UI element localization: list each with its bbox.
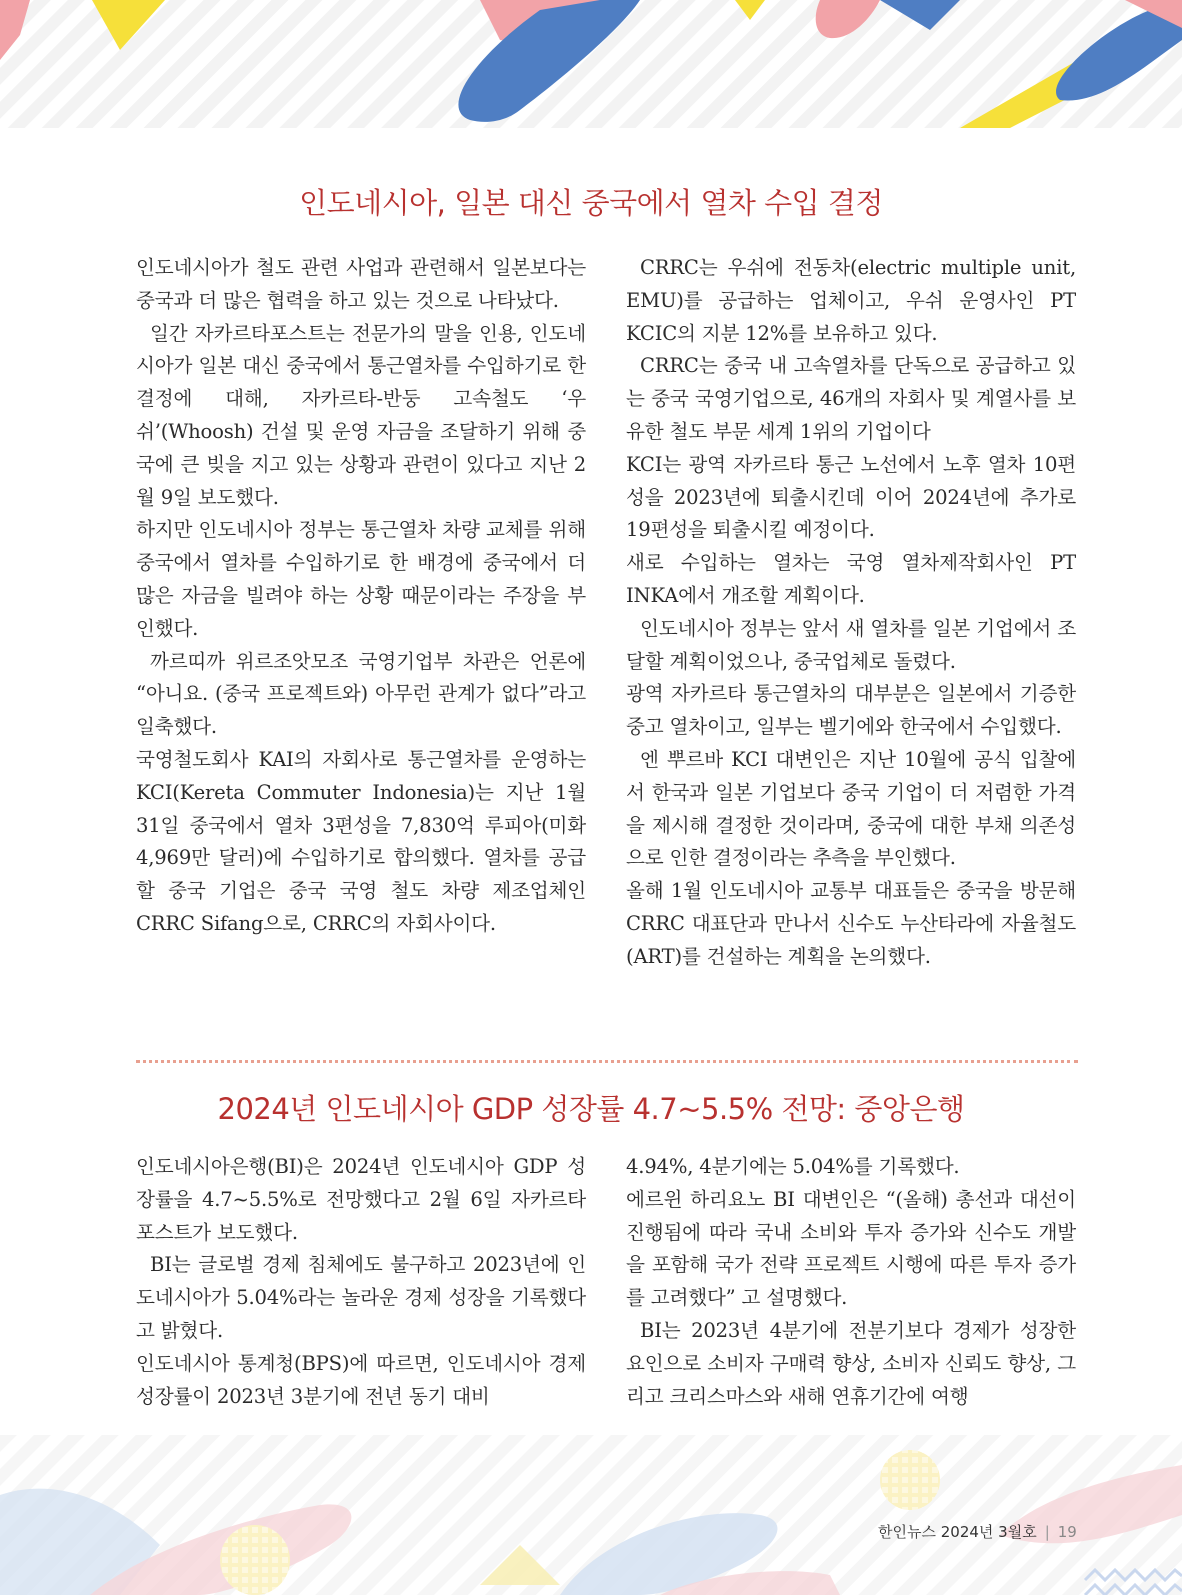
paragraph: 국영철도회사 KAI의 자회사로 통근열차를 운영하는 KCI(Kereta Commuter Indonesia)는 지난 1월 31일 중국에서 열차 3편성을 7,830억 루피아(미화 4,969만 달러)에 수입하기로 합의했다. 열차를 공급할 중국 기업은 중국 국영 철도 차량 제조업체인 CRRC Sifang으로, CRRC의 자회사이다. — [136, 747, 586, 935]
paragraph: 인도네시아 정부는 앞서 새 열차를 일본 기업에서 조달할 계획이었으나, 중국업체로 돌렸다. — [626, 616, 1076, 673]
paragraph: 엔 뿌르바 KCI 대변인은 지난 10월에 공식 입찰에서 한국과 일본 기업보다 중국 기업이 더 저렴한 가격을 제시해 결정한 것이라며, 중국에 대한 부채 의존성으로 인한 결정이라는 추측을 부인했다. — [626, 747, 1076, 870]
article1-right-column — [626, 252, 1076, 974]
article2-right-column — [626, 1151, 1076, 1413]
article1-left-column — [136, 252, 586, 941]
paragraph: CRRC는 우쉬에 전동차(electric multiple unit, EMU)를 공급하는 업체이고, 우쉬 운영사인 PT KCIC의 지분 12%를 보유하고 있다. — [626, 256, 1076, 345]
article1-title: 인도네시아, 일본 대신 중국에서 열차 수입 결정 — [299, 186, 883, 220]
paragraph: 올해 1월 인도네시아 교통부 대표들은 중국을 방문해 CRRC 대표단과 만나서 신수도 누산타라에 자율철도(ART)를 건설하는 계획을 논의했다. — [626, 879, 1076, 968]
paragraph: KCI는 광역 자카르타 통근 노선에서 노후 열차 10편성을 2023년에 퇴출시킨데 이어 2024년에 추가로 19편성을 퇴출시킬 예정이다. — [626, 452, 1076, 542]
bottom-decoration — [0, 1435, 1182, 1595]
paragraph: 하지만 인도네시아 정부는 통근열차 차량 교체를 위해 중국에서 열차를 수입하기로 한 배경에 중국에서 더 많은 자금을 빌려야 하는 상황 때문이라는 주장을 부인했다. — [136, 518, 586, 640]
article2-title: 2024년 인도네시아 GDP 성장률 4.7~5.5% 전망: 중앙은행 — [217, 1092, 965, 1126]
paragraph: 까르띠까 위르조앗모조 국영기업부 차관은 언론에 “아니요. (중국 프로젝트와) 아무런 관계가 없다”라고 일축했다. — [136, 649, 586, 739]
paragraph: 일간 자카르타포스트는 전문가의 말을 인용, 인도네시아가 일본 대신 중국에서 통근열차를 수입하기로 한 결정에 대해, 자카르타-반둥 고속철도 ‘우쉬’(Whoosh) 건설 및 운영 자금을 조달하기 위해 중국에 큰 빚을 지고 있는 상황과 관련이 있다고 지난 2월 9일 보도했다. — [136, 321, 586, 509]
paragraph: 새로 수입하는 열차는 국영 열차제작회사인 PT INKA에서 개조할 계획이다. — [626, 551, 1076, 607]
paragraph: 인도네시아 통계청(BPS)에 따르면, 인도네시아 경제성장률이 2023년 3분기에 전년 동기 대비 — [136, 1351, 586, 1408]
paragraph: BI는 글로벌 경제 침체에도 불구하고 2023년에 인도네시아가 5.04%라는 놀라운 경제 성장을 기록했다고 밝혔다. — [136, 1253, 586, 1342]
publication-label: 한인뉴스 2024년 3월호 — [878, 1523, 1037, 1541]
page-number: 19 — [1057, 1523, 1077, 1541]
paragraph: 인도네시아가 철도 관련 사업과 관련해서 일본보다는 중국과 더 많은 협력을 하고 있는 것으로 나타났다. — [136, 256, 586, 312]
article2-left-column — [136, 1151, 586, 1413]
page-footer — [878, 1521, 1077, 1542]
paragraph: 4.94%, 4분기에는 5.04%를 기록했다. — [626, 1155, 960, 1178]
paragraph: 에르윈 하리요노 BI 대변인은 “(올해) 총선과 대선이 진행됨에 따라 국내 소비와 투자 증가와 신수도 개발을 포함해 국가 전략 프로젝트 시행에 따른 투자 증가를 고려했다” 고 설명했다. — [626, 1187, 1076, 1310]
paragraph: 인도네시아은행(BI)은 2024년 인도네시아 GDP 성장률을 4.7~5.5%로 전망했다고 2월 6일 자카르타포스트가 보도했다. — [136, 1155, 586, 1244]
footer-separator: | — [1044, 1523, 1050, 1541]
paragraph: 광역 자카르타 통근열차의 대부분은 일본에서 기증한 중고 열차이고, 일부는 벨기에와 한국에서 수입했다. — [626, 682, 1076, 739]
paragraph: CRRC는 중국 내 고속열차를 단독으로 공급하고 있는 중국 국영기업으로, 46개의 자회사 및 계열사를 보유한 철도 부문 세계 1위의 기업이다 — [626, 354, 1076, 443]
section-divider — [136, 1060, 1078, 1063]
top-decoration — [0, 0, 1182, 130]
paragraph: BI는 2023년 4분기에 전분기보다 경제가 성장한 요인으로 소비자 구매력 향상, 소비자 신뢰도 향상, 그리고 크리스마스와 새해 연휴기간에 여행 — [626, 1318, 1076, 1408]
